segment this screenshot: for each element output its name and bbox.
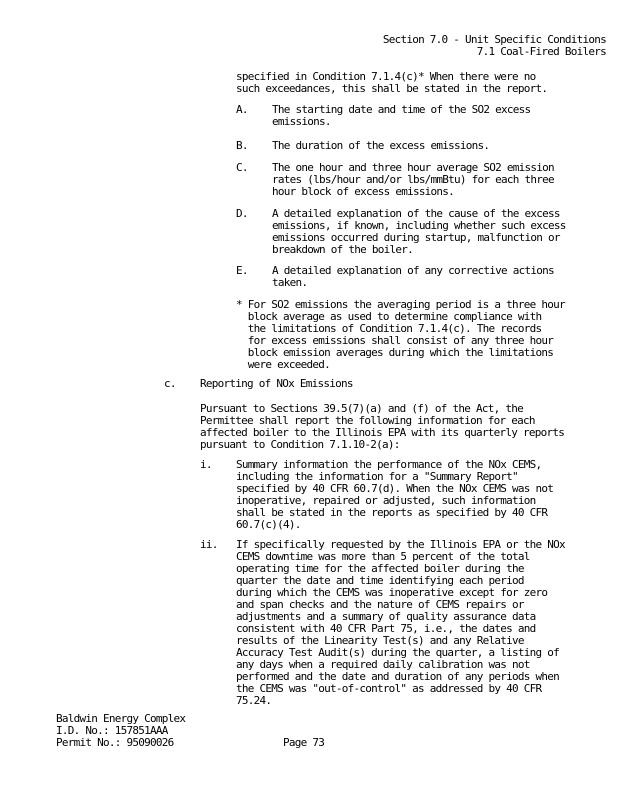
footnote-line: were exceeded. [236, 358, 330, 371]
sub-item-line: quarter the date and time identifying each period [236, 574, 524, 587]
list-item-line: emissions, if known, including whether such excess [272, 219, 566, 232]
list-item-line: emissions occurred during startup, malfunction or [272, 231, 560, 244]
sub-item-line: If specifically requested by the Illinois EPA or the NOx [236, 538, 565, 551]
intro-line: such exceedances, this shall be stated in the report. [236, 82, 548, 95]
sub-item-line: the CEMS was "out-of-control" as addressed by 40 CFR [236, 682, 542, 695]
paragraph-line: Pursuant to Sections 39.5(7)(a) and (f) of the Act, the [200, 402, 523, 415]
list-item-line: A detailed explanation of any corrective actions [272, 264, 554, 277]
paragraph-line: pursuant to Condition 7.1.10-2(a): [200, 438, 400, 451]
list-item-label: C. [236, 161, 248, 174]
sub-item-label: ii. [200, 538, 218, 551]
sub-item-line: inoperative, repaired or adjusted, such information [236, 494, 536, 507]
header-subsection-title: 7.1 Coal-Fired Boilers [476, 45, 606, 58]
footnote-line: block average as used to determine compliance with [236, 310, 542, 323]
sub-item-line: adjustments and a summary of quality assurance data [236, 610, 536, 623]
footnote-line: for excess emissions shall consist of any three hour [236, 334, 554, 347]
list-item-line: hour block of excess emissions. [272, 185, 455, 198]
page-header [383, 34, 606, 58]
page-number: Page 73 [283, 736, 325, 749]
sub-item-line: and span checks and the nature of CEMS repairs or [236, 598, 524, 611]
paragraph-line: Permittee shall report the following information for each [200, 414, 535, 427]
section-c-paragraph [200, 403, 564, 451]
footnote-line: * For SO2 emissions the averaging period is a three hour [236, 298, 565, 311]
sub-item-line: shall be stated in the reports as specified by 40 CFR [236, 506, 548, 519]
list-item-line: The one hour and three hour average SO2 emission [272, 161, 554, 174]
sub-item-line: operating time for the affected boiler during the [236, 562, 524, 575]
footnote-line: block emission averages during which the limitations [236, 346, 554, 359]
footer-permit-number: Permit No.: 95090026 [56, 736, 174, 749]
list-item-label: E. [236, 264, 248, 277]
list-item-line: The starting date and time of the SO2 excess [272, 103, 531, 116]
sub-item-line: during which the CEMS was inoperative except for zero [236, 586, 548, 599]
list-item-line: The duration of the excess emissions. [272, 139, 490, 152]
sub-item-line: 75.24. [236, 694, 272, 707]
footnote-so2-averaging [236, 299, 565, 371]
sub-item-line: results of the Linearity Test(s) and any Relative [236, 634, 524, 647]
paragraph-line: affected boiler to the Illinois EPA with its quarterly reports [200, 426, 565, 439]
sub-item-line: any days when a required daily calibration was not [236, 658, 530, 671]
list-item-line: rates (lbs/hour and/or lbs/mmBtu) for each three [272, 173, 554, 186]
sub-item-line: performed and the date and duration of any periods when [236, 670, 559, 683]
sub-item-line: specified by 40 CFR 60.7(d). When the NOx CEMS was not [236, 482, 554, 495]
list-item-line: A detailed explanation of the cause of the excess [272, 207, 560, 220]
list-item-label: D. [236, 207, 248, 220]
sub-item-line: CEMS downtime was more than 5 percent of the total [236, 550, 530, 563]
footer-id-number: I.D. No.: 157851AAA [56, 724, 168, 737]
page-footer [56, 713, 185, 749]
footer-facility-name: Baldwin Energy Complex [56, 712, 186, 725]
sub-item-label: i. [200, 458, 212, 471]
list-item-line: taken. [272, 276, 308, 289]
list-item-label: B. [236, 139, 248, 152]
intro-paragraph [236, 71, 547, 95]
sub-item-line: Accuracy Test Audit(s) during the quarter, a listing of [236, 646, 559, 659]
footnote-line: the limitations of Condition 7.1.4(c). The records [236, 322, 542, 335]
header-section-title: Section 7.0 - Unit Specific Conditions [382, 33, 606, 46]
list-item-label: A. [236, 103, 248, 116]
sub-item-line: consistent with 40 CFR Part 75, i.e., the dates and [236, 622, 536, 635]
sub-item-line: Summary information the performance of the NOx CEMS, [236, 458, 542, 471]
intro-line: specified in Condition 7.1.4(c)* When there were no [236, 70, 536, 83]
list-item-line: breakdown of the boiler. [272, 243, 413, 256]
list-item-line: emissions. [272, 115, 331, 128]
sub-item-line: including the information for a "Summary Report" [236, 470, 518, 483]
section-c-title: Reporting of NOx Emissions [200, 377, 353, 390]
section-c-label: c. [164, 377, 176, 390]
sub-item-line: 60.7(c)(4). [236, 518, 301, 531]
